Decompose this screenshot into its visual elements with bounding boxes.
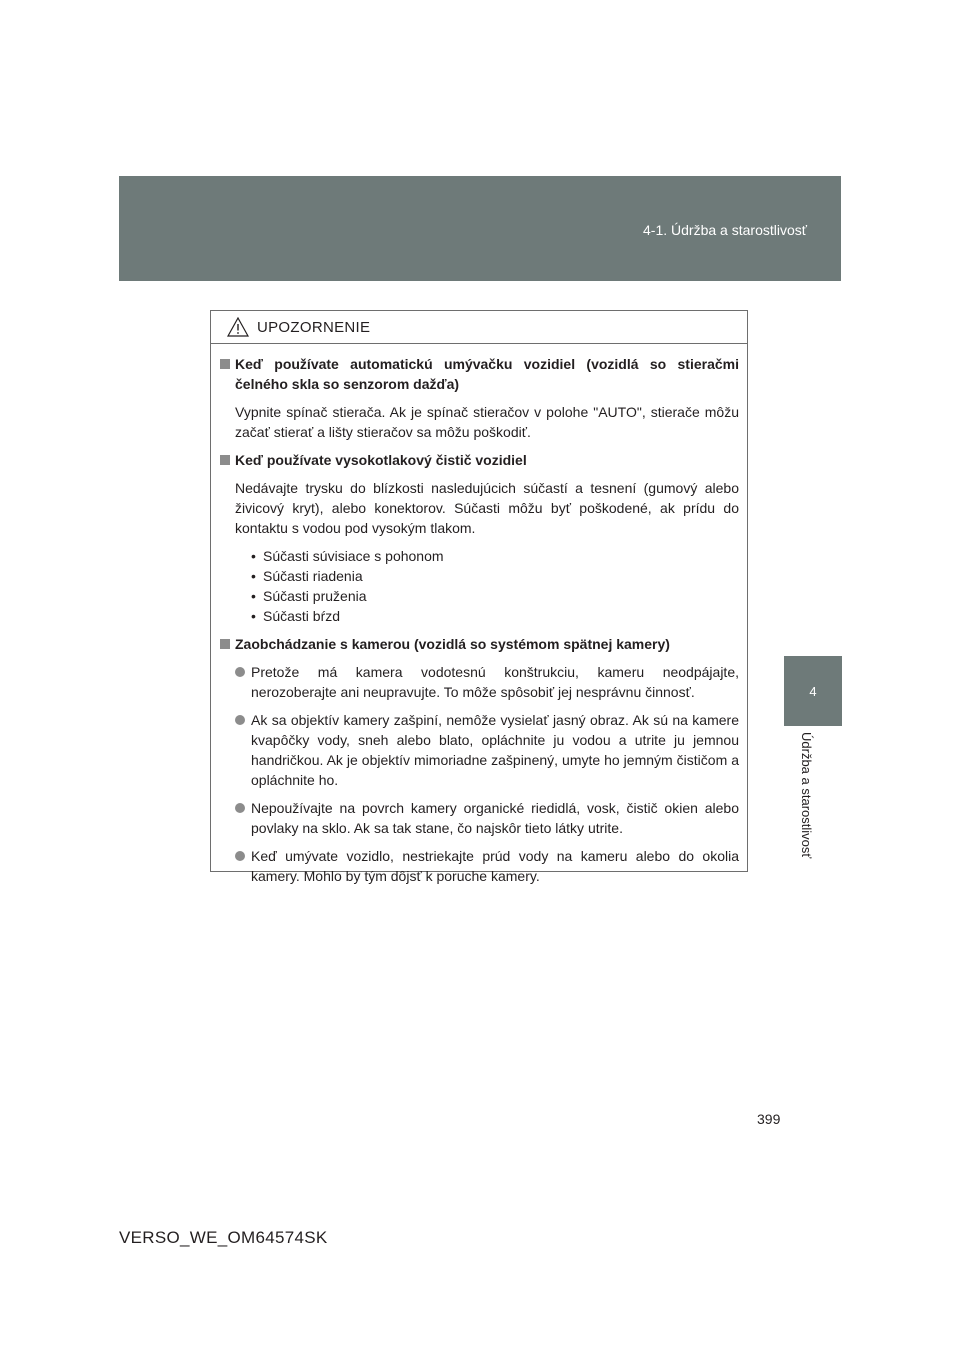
warning-content	[211, 344, 747, 886]
page-number: 399	[757, 1111, 781, 1127]
list-item: Keď umývate vozidlo, nestriekajte prúd vody na kameru alebo do okolia kamery. Mohlo by tým dôjsť k poruche kamery.	[219, 846, 739, 886]
paragraph: Vypnite spínač stierača. Ak je spínač stieračov v polohe "AUTO", stierače môžu začať stierať a lišty stieračov sa môžu poškodiť.	[235, 404, 739, 440]
section-heading: Keď používate vysokotlakový čistič vozidiel	[219, 450, 739, 470]
header-band	[119, 176, 841, 281]
circle-bullet-icon	[235, 851, 245, 861]
list-item: • Súčasti pruženia	[251, 586, 739, 606]
list-item: Pretože má kamera vodotesnú konštrukciu, kameru neodpájajte, nerozoberajte ani neupravujte. To môže spôsobiť jej nesprávnu činnosť.	[219, 662, 739, 702]
list-item: • Súčasti bŕzd	[251, 606, 739, 626]
list-item: Ak sa objektív kamery zašpiní, nemôže vysielať jasný obraz. Ak sú na kamere kvapôčky vody, sneh alebo blato, opláchnite ju vodou a utrite ju jemnou handričkou. Ak je objektív mimoriadne zašpinený, umyte ho jemným čističom a opláchnite ho.	[219, 710, 739, 790]
section-title: 4-1. Údržba a starostlivosť	[643, 222, 807, 238]
warning-header	[211, 311, 747, 344]
square-bullet-icon	[220, 639, 230, 649]
bullet-list	[219, 546, 739, 626]
chapter-label: Údržba a starostlivosť	[799, 732, 814, 859]
square-bullet-icon	[220, 455, 230, 465]
list-item: • Súčasti súvisiace s pohonom	[251, 546, 739, 566]
square-bullet-icon	[220, 359, 230, 369]
document-code: VERSO_WE_OM64574SK	[119, 1228, 328, 1247]
circle-bullet-icon	[235, 803, 245, 813]
paragraph: Nedávajte trysku do blízkosti nasledujúcich súčastí a tesnení (gumový alebo živicový kryt), alebo konektorov. Súčasti môžu byť poškodené, ak prídu do kontaktu s vodou pod vysokým tlakom.	[235, 480, 739, 536]
list-item: Nepoužívajte na povrch kamery organické riedidlá, vosk, čistič okien alebo povlaky na sklo. Ak sa tak stane, čo najskôr tieto látky utrite.	[219, 798, 739, 838]
list-item: • Súčasti riadenia	[251, 566, 739, 586]
warning-triangle-icon	[227, 317, 249, 337]
warning-box	[210, 310, 748, 884]
chapter-tab	[784, 656, 842, 726]
circle-bullet-icon	[235, 667, 245, 677]
circle-bullet-icon	[235, 715, 245, 725]
chapter-number: 4	[809, 683, 817, 699]
section-heading: Keď používate automatickú umývačku vozidiel (vozidlá so stieračmi čelného skla so senzorom dažďa)	[219, 354, 739, 394]
warning-title: UPOZORNENIE	[257, 319, 371, 336]
section-heading: Zaobchádzanie s kamerou (vozidlá so systémom spätnej kamery)	[219, 634, 739, 654]
